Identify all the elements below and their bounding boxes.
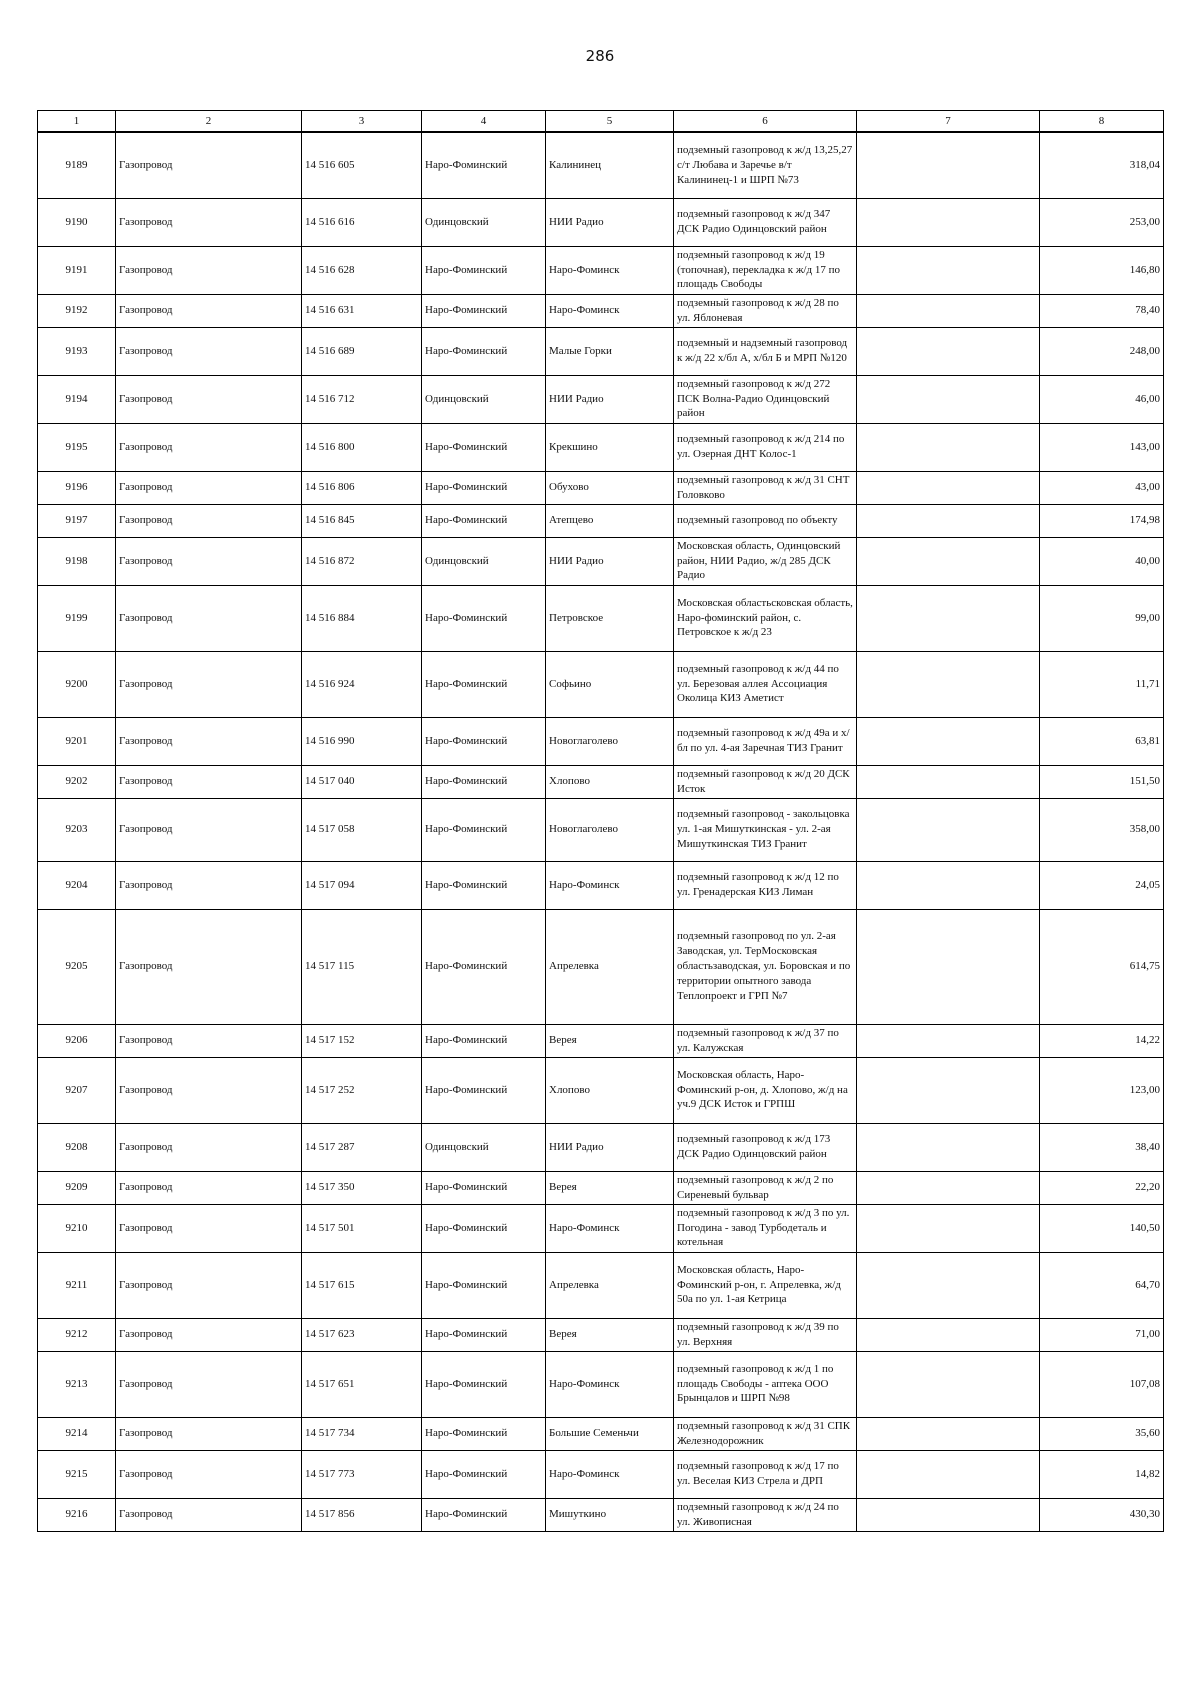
registry-body [38, 132, 1164, 1531]
district: Наро-Фоминский [422, 294, 546, 327]
object-type: Газопровод [116, 132, 302, 198]
length-value: 140,50 [1040, 1204, 1164, 1252]
object-code: 14 517 734 [302, 1417, 422, 1450]
object-code: 14 516 845 [302, 504, 422, 537]
row-number: 9192 [38, 294, 116, 327]
row-number: 9196 [38, 471, 116, 504]
district: Наро-Фоминский [422, 471, 546, 504]
district: Наро-Фоминский [422, 1024, 546, 1057]
district: Наро-Фоминский [422, 1252, 546, 1318]
row-number: 9206 [38, 1024, 116, 1057]
district: Наро-Фоминский [422, 798, 546, 861]
empty-cell [857, 1450, 1040, 1498]
table-row [38, 423, 1164, 471]
length-value: 40,00 [1040, 537, 1164, 585]
length-value: 64,70 [1040, 1252, 1164, 1318]
district: Наро-Фоминский [422, 1450, 546, 1498]
object-description: подземный газопровод к ж/д 3 по ул. Погодина - завод Турбодеталь и котельная [674, 1204, 857, 1252]
row-number: 9190 [38, 198, 116, 246]
object-type: Газопровод [116, 765, 302, 798]
object-type: Газопровод [116, 246, 302, 294]
length-value: 78,40 [1040, 294, 1164, 327]
object-code: 14 516 689 [302, 327, 422, 375]
district: Наро-Фоминский [422, 861, 546, 909]
length-value: 11,71 [1040, 651, 1164, 717]
row-number: 9215 [38, 1450, 116, 1498]
locality: Апрелевка [546, 1252, 674, 1318]
object-description: подземный газопровод к ж/д 1 по площадь Свободы - аптека ООО Брынцалов и ШРП №98 [674, 1351, 857, 1417]
empty-cell [857, 1498, 1040, 1531]
length-value: 46,00 [1040, 375, 1164, 423]
object-type: Газопровод [116, 651, 302, 717]
object-description: подземный газопровод к ж/д 19 (топочная), перекладка к ж/д 17 по площадь Свободы [674, 246, 857, 294]
object-code: 14 517 094 [302, 861, 422, 909]
empty-cell [857, 504, 1040, 537]
locality: Большие Семеньчи [546, 1417, 674, 1450]
object-code: 14 517 856 [302, 1498, 422, 1531]
table-row [38, 1024, 1164, 1057]
object-code: 14 516 872 [302, 537, 422, 585]
locality: Малые Горки [546, 327, 674, 375]
locality: Верея [546, 1024, 674, 1057]
object-type: Газопровод [116, 1057, 302, 1123]
table-row [38, 537, 1164, 585]
row-number: 9199 [38, 585, 116, 651]
object-code: 14 517 058 [302, 798, 422, 861]
empty-cell [857, 132, 1040, 198]
object-code: 14 517 350 [302, 1171, 422, 1204]
object-type: Газопровод [116, 1318, 302, 1351]
row-number: 9198 [38, 537, 116, 585]
object-description: подземный газопровод - закольцовка ул. 1-ая Мишуткинская - ул. 2-ая Мишуткинская ТИЗ Гранит [674, 798, 857, 861]
column-header: 1 [38, 111, 116, 133]
district: Наро-Фоминский [422, 1318, 546, 1351]
table-row [38, 1252, 1164, 1318]
empty-cell [857, 1057, 1040, 1123]
object-description: Московская областьсковская область, Наро-фоминский район, с. Петровское к ж/д 23 [674, 585, 857, 651]
district: Наро-Фоминский [422, 132, 546, 198]
table-row [38, 909, 1164, 1024]
locality: Наро-Фоминск [546, 1204, 674, 1252]
row-number: 9200 [38, 651, 116, 717]
object-code: 14 517 615 [302, 1252, 422, 1318]
locality: Мишуткино [546, 1498, 674, 1531]
column-header: 4 [422, 111, 546, 133]
row-number: 9210 [38, 1204, 116, 1252]
row-number: 9202 [38, 765, 116, 798]
empty-cell [857, 1024, 1040, 1057]
district: Наро-Фоминский [422, 1204, 546, 1252]
row-number: 9205 [38, 909, 116, 1024]
table-row [38, 327, 1164, 375]
object-type: Газопровод [116, 1024, 302, 1057]
length-value: 430,30 [1040, 1498, 1164, 1531]
table-row [38, 651, 1164, 717]
object-code: 14 516 616 [302, 198, 422, 246]
empty-cell [857, 585, 1040, 651]
object-description: подземный газопровод к ж/д 347 ДСК Радио Одинцовский район [674, 198, 857, 246]
length-value: 318,04 [1040, 132, 1164, 198]
object-description: подземный и надземный газопровод к ж/д 22 х/бл А, х/бл Б и МРП №120 [674, 327, 857, 375]
column-header: 7 [857, 111, 1040, 133]
district: Наро-Фоминский [422, 504, 546, 537]
length-value: 123,00 [1040, 1057, 1164, 1123]
locality: Наро-Фоминск [546, 861, 674, 909]
district: Наро-Фоминский [422, 651, 546, 717]
length-value: 253,00 [1040, 198, 1164, 246]
object-code: 14 516 712 [302, 375, 422, 423]
object-description: подземный газопровод к ж/д 24 по ул. Живописная [674, 1498, 857, 1531]
length-value: 43,00 [1040, 471, 1164, 504]
empty-cell [857, 909, 1040, 1024]
object-type: Газопровод [116, 537, 302, 585]
row-number: 9201 [38, 717, 116, 765]
length-value: 151,50 [1040, 765, 1164, 798]
object-description: подземный газопровод к ж/д 2 по Сиреневый бульвар [674, 1171, 857, 1204]
object-description: подземный газопровод к ж/д 44 по ул. Березовая аллея Ассоциация Околица КИЗ Аметист [674, 651, 857, 717]
locality: Крекшино [546, 423, 674, 471]
column-header: 3 [302, 111, 422, 133]
district: Наро-Фоминский [422, 765, 546, 798]
object-description: подземный газопровод к ж/д 31 СНТ Головково [674, 471, 857, 504]
table-row [38, 198, 1164, 246]
object-code: 14 516 884 [302, 585, 422, 651]
table-row [38, 1318, 1164, 1351]
object-type: Газопровод [116, 1450, 302, 1498]
page-number: 286 [585, 47, 615, 65]
locality: Наро-Фоминск [546, 1450, 674, 1498]
length-value: 14,22 [1040, 1024, 1164, 1057]
locality: Наро-Фоминск [546, 294, 674, 327]
object-type: Газопровод [116, 294, 302, 327]
object-description: подземный газопровод к ж/д 214 по ул. Озерная ДНТ Колос-1 [674, 423, 857, 471]
length-value: 38,40 [1040, 1123, 1164, 1171]
table-row [38, 585, 1164, 651]
empty-cell [857, 375, 1040, 423]
object-type: Газопровод [116, 1417, 302, 1450]
district: Наро-Фоминский [422, 1057, 546, 1123]
empty-cell [857, 1123, 1040, 1171]
row-number: 9203 [38, 798, 116, 861]
column-header: 8 [1040, 111, 1164, 133]
empty-cell [857, 471, 1040, 504]
district: Наро-Фоминский [422, 1351, 546, 1417]
table-row [38, 1204, 1164, 1252]
object-description: подземный газопровод по объекту [674, 504, 857, 537]
table-row [38, 765, 1164, 798]
object-type: Газопровод [116, 1498, 302, 1531]
object-code: 14 517 623 [302, 1318, 422, 1351]
registry-table [37, 110, 1164, 1532]
row-number: 9189 [38, 132, 116, 198]
table-row [38, 504, 1164, 537]
locality: Новоглаголево [546, 717, 674, 765]
locality: НИИ Радио [546, 1123, 674, 1171]
object-code: 14 516 924 [302, 651, 422, 717]
empty-cell [857, 1171, 1040, 1204]
object-description: подземный газопровод к ж/д 39 по ул. Верхняя [674, 1318, 857, 1351]
column-header: 6 [674, 111, 857, 133]
object-description: подземный газопровод к ж/д 28 по ул. Яблоневая [674, 294, 857, 327]
length-value: 614,75 [1040, 909, 1164, 1024]
object-type: Газопровод [116, 423, 302, 471]
table-row [38, 375, 1164, 423]
table-row [38, 294, 1164, 327]
length-value: 143,00 [1040, 423, 1164, 471]
row-number: 9211 [38, 1252, 116, 1318]
table-row [38, 132, 1164, 198]
object-code: 14 517 252 [302, 1057, 422, 1123]
empty-cell [857, 798, 1040, 861]
length-value: 99,00 [1040, 585, 1164, 651]
table-row [38, 246, 1164, 294]
table-row [38, 1057, 1164, 1123]
object-type: Газопровод [116, 585, 302, 651]
length-value: 174,98 [1040, 504, 1164, 537]
row-number: 9195 [38, 423, 116, 471]
row-number: 9191 [38, 246, 116, 294]
length-value: 24,05 [1040, 861, 1164, 909]
object-type: Газопровод [116, 798, 302, 861]
empty-cell [857, 1417, 1040, 1450]
row-number: 9197 [38, 504, 116, 537]
object-description: подземный газопровод к ж/д 12 по ул. Гренадерская КИЗ Лиман [674, 861, 857, 909]
column-number-row [38, 111, 1164, 133]
length-value: 358,00 [1040, 798, 1164, 861]
object-description: подземный газопровод к ж/д 49а и х/бл по ул. 4-ая Заречная ТИЗ Гранит [674, 717, 857, 765]
district: Наро-Фоминский [422, 327, 546, 375]
length-value: 63,81 [1040, 717, 1164, 765]
table-row [38, 1171, 1164, 1204]
object-description: подземный газопровод к ж/д 17 по ул. Веселая КИЗ Стрела и ДРП [674, 1450, 857, 1498]
district: Наро-Фоминский [422, 909, 546, 1024]
object-description: подземный газопровод к ж/д 37 по ул. Калужская [674, 1024, 857, 1057]
object-description: подземный газопровод к ж/д 13,25,27 с/т Любава и Заречье в/т Калининец-1 и ШРП №73 [674, 132, 857, 198]
row-number: 9208 [38, 1123, 116, 1171]
locality: Софьино [546, 651, 674, 717]
column-header: 2 [116, 111, 302, 133]
object-type: Газопровод [116, 375, 302, 423]
empty-cell [857, 861, 1040, 909]
object-type: Газопровод [116, 471, 302, 504]
district: Наро-Фоминский [422, 423, 546, 471]
district: Наро-Фоминский [422, 1171, 546, 1204]
object-type: Газопровод [116, 1351, 302, 1417]
object-code: 14 517 773 [302, 1450, 422, 1498]
object-description: Московская область, Наро-Фоминский р-он, г. Апрелевка, ж/д 50а по ул. 1-ая Кетрица [674, 1252, 857, 1318]
length-value: 107,08 [1040, 1351, 1164, 1417]
object-description: подземный газопровод к ж/д 31 СПК Железнодорожник [674, 1417, 857, 1450]
table-row [38, 1351, 1164, 1417]
object-code: 14 517 040 [302, 765, 422, 798]
locality: НИИ Радио [546, 375, 674, 423]
empty-cell [857, 294, 1040, 327]
district: Одинцовский [422, 198, 546, 246]
object-code: 14 516 990 [302, 717, 422, 765]
length-value: 71,00 [1040, 1318, 1164, 1351]
row-number: 9207 [38, 1057, 116, 1123]
row-number: 9209 [38, 1171, 116, 1204]
empty-cell [857, 1351, 1040, 1417]
row-number: 9212 [38, 1318, 116, 1351]
empty-cell [857, 1204, 1040, 1252]
row-number: 9214 [38, 1417, 116, 1450]
object-code: 14 516 631 [302, 294, 422, 327]
district: Наро-Фоминский [422, 246, 546, 294]
object-description: подземный газопровод к ж/д 272 ПСК Волна-Радио Одинцовский район [674, 375, 857, 423]
object-type: Газопровод [116, 1204, 302, 1252]
locality: Атепцево [546, 504, 674, 537]
locality: Апрелевка [546, 909, 674, 1024]
length-value: 248,00 [1040, 327, 1164, 375]
empty-cell [857, 246, 1040, 294]
empty-cell [857, 1252, 1040, 1318]
locality: Верея [546, 1318, 674, 1351]
locality: Обухово [546, 471, 674, 504]
length-value: 146,80 [1040, 246, 1164, 294]
object-code: 14 517 651 [302, 1351, 422, 1417]
object-type: Газопровод [116, 327, 302, 375]
empty-cell [857, 651, 1040, 717]
table-row [38, 1123, 1164, 1171]
locality: Наро-Фоминск [546, 1351, 674, 1417]
locality: НИИ Радио [546, 537, 674, 585]
district: Наро-Фоминский [422, 1498, 546, 1531]
row-number: 9216 [38, 1498, 116, 1531]
length-value: 35,60 [1040, 1417, 1164, 1450]
table-row [38, 1498, 1164, 1531]
locality: Петровское [546, 585, 674, 651]
table-row [38, 717, 1164, 765]
row-number: 9213 [38, 1351, 116, 1417]
object-description: подземный газопровод к ж/д 20 ДСК Исток [674, 765, 857, 798]
object-type: Газопровод [116, 717, 302, 765]
length-value: 22,20 [1040, 1171, 1164, 1204]
object-type: Газопровод [116, 1171, 302, 1204]
length-value: 14,82 [1040, 1450, 1164, 1498]
table-row [38, 1450, 1164, 1498]
locality: НИИ Радио [546, 198, 674, 246]
object-type: Газопровод [116, 1123, 302, 1171]
object-code: 14 516 605 [302, 132, 422, 198]
empty-cell [857, 423, 1040, 471]
empty-cell [857, 1318, 1040, 1351]
empty-cell [857, 327, 1040, 375]
locality: Хлопово [546, 765, 674, 798]
empty-cell [857, 717, 1040, 765]
district: Одинцовский [422, 537, 546, 585]
row-number: 9194 [38, 375, 116, 423]
object-description: Московская область, Одинцовский район, НИИ Радио, ж/д 285 ДСК Радио [674, 537, 857, 585]
table-row [38, 861, 1164, 909]
district: Одинцовский [422, 1123, 546, 1171]
locality: Верея [546, 1171, 674, 1204]
object-description: подземный газопровод по ул. 2-ая Заводская, ул. ТерМосковская областьзаводская, ул. Боровская и по территории опытного завода Теплопроект и ГРП №7 [674, 909, 857, 1024]
district: Наро-Фоминский [422, 585, 546, 651]
row-number: 9193 [38, 327, 116, 375]
object-code: 14 516 800 [302, 423, 422, 471]
object-code: 14 516 806 [302, 471, 422, 504]
table-row [38, 471, 1164, 504]
object-code: 14 517 152 [302, 1024, 422, 1057]
object-type: Газопровод [116, 1252, 302, 1318]
locality: Калининец [546, 132, 674, 198]
object-code: 14 516 628 [302, 246, 422, 294]
table-row [38, 1417, 1164, 1450]
table-row [38, 798, 1164, 861]
object-type: Газопровод [116, 861, 302, 909]
locality: Новоглаголево [546, 798, 674, 861]
object-type: Газопровод [116, 909, 302, 1024]
object-code: 14 517 287 [302, 1123, 422, 1171]
row-number: 9204 [38, 861, 116, 909]
locality: Хлопово [546, 1057, 674, 1123]
object-code: 14 517 501 [302, 1204, 422, 1252]
object-description: подземный газопровод к ж/д 173 ДСК Радио Одинцовский район [674, 1123, 857, 1171]
column-header: 5 [546, 111, 674, 133]
object-code: 14 517 115 [302, 909, 422, 1024]
object-type: Газопровод [116, 504, 302, 537]
locality: Наро-Фоминск [546, 246, 674, 294]
object-type: Газопровод [116, 198, 302, 246]
district: Наро-Фоминский [422, 1417, 546, 1450]
empty-cell [857, 537, 1040, 585]
district: Одинцовский [422, 375, 546, 423]
district: Наро-Фоминский [422, 717, 546, 765]
empty-cell [857, 765, 1040, 798]
object-description: Московская область, Наро-Фоминский р-он, д. Хлопово, ж/д на уч.9 ДСК Исток и ГРПШ [674, 1057, 857, 1123]
empty-cell [857, 198, 1040, 246]
